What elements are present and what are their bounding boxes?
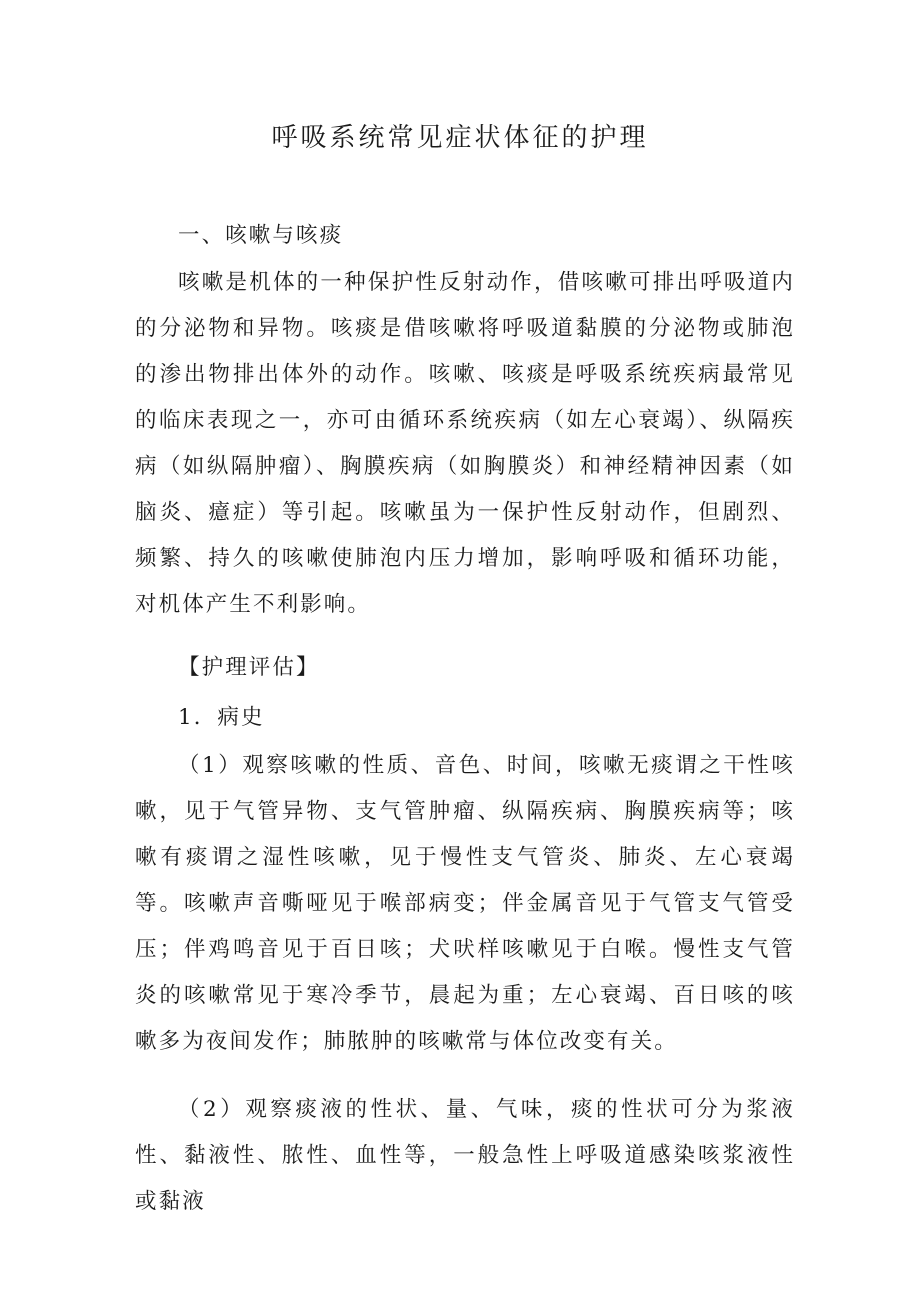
document-title: 呼吸系统常见症状体征的护理 [271, 123, 649, 153]
history-heading: 1．病史 [178, 705, 265, 730]
assessment-heading: 【护理评估】 [178, 655, 320, 680]
intro-paragraph: 咳嗽是机体的一种保护性反射动作，借咳嗽可排出呼吸道内的分泌物和异物。咳痰是借咳嗽将呼吸道黏膜的分泌物或肺泡的渗出物排出体外的动作。咳嗽、咳痰是呼吸系统疾病最常见的临床表现之一，亦可由循环系统疾病（如左心衰竭）、纵隔疾病（如纵隔肿瘤）、胸膜疾病（如胸膜炎）和神经精神因素（如脑炎、癔症）等引起。咳嗽虽为一保护性反射动作，但剧烈、频繁、持久的咳嗽使肺泡内压力增加，影响呼吸和循环功能，对机体产生不利影响。 [135, 270, 795, 617]
item2-paragraph: （2）观察痰液的性状、量、气味，痰的性状可分为浆液性、黏液性、脓性、血性等，一般急性上呼吸道感染咳浆液性或黏液 [135, 1097, 795, 1214]
item1-paragraph: （1）观察咳嗽的性质、音色、时间，咳嗽无痰谓之干性咳嗽，见于气管异物、支气管肿瘤、纵隔疾病、胸膜疾病等；咳嗽有痰谓之湿性咳嗽，见于慢性支气管炎、肺炎、左心衰竭等。咳嗽声音嘶哑见于喉部病变；伴金属音见于气管支气管受压；伴鸡鸣音见于百日咳；犬吠样咳嗽见于白喉。慢性支气管炎的咳嗽常见于寒冷季节，晨起为重；左心衰竭、百日咳的咳嗽多为夜间发作；肺脓肿的咳嗽常与体位改变有关。 [135, 753, 795, 1054]
section-heading-cough: 一、咳嗽与咳痰 [178, 223, 344, 248]
